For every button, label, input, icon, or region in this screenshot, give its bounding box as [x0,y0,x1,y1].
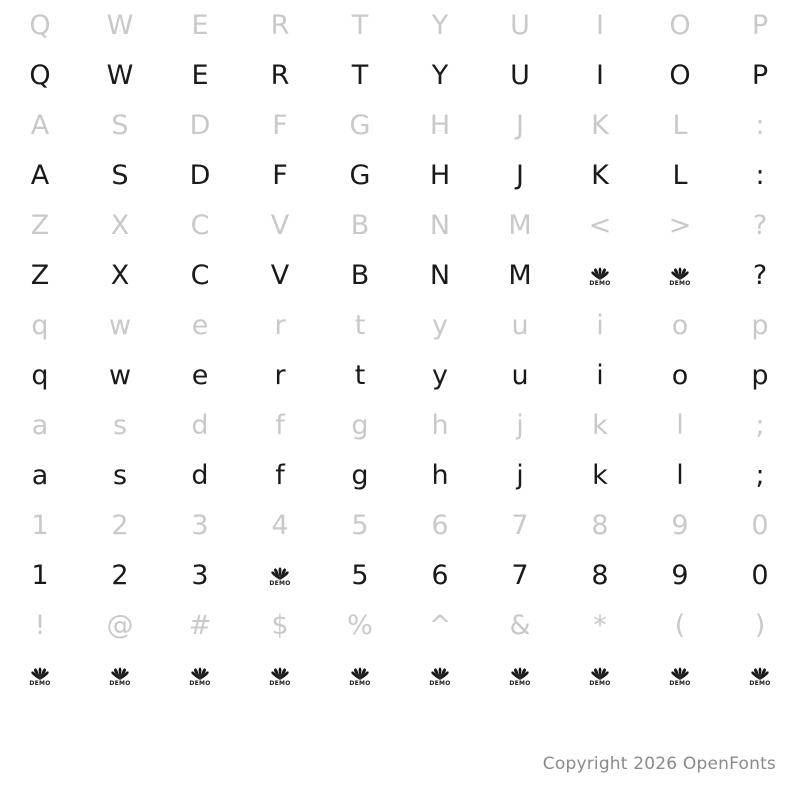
glyph-cell: s [112,459,128,491]
demo-label: DEMO [589,680,611,687]
demo-watermark-glyph [640,650,720,700]
glyph-cell: 1 [31,559,49,591]
glyph-cell: N [429,209,451,241]
glyph-cell: E [191,9,209,41]
glyph-cell: V [270,209,290,241]
glyph-cell: d [191,459,209,491]
glyph-cell: L [672,159,688,191]
glyph-cell: P [751,59,769,91]
glyph-cell: U [510,9,530,41]
glyph-cell: K [591,159,609,191]
demo-leaf-icon [667,663,693,687]
glyph-cell: G [349,159,371,191]
glyph-cell: j [516,409,524,441]
glyph-cell: a [31,409,49,441]
glyph-cell: 8 [591,509,609,541]
glyph-cell: 7 [511,509,529,541]
glyph-cell: ? [752,259,768,291]
demo-watermark-glyph [480,650,560,700]
glyph-cell: W [106,59,134,91]
glyph-cell: s [112,409,128,441]
demo-watermark-glyph [560,250,640,300]
demo-leaf-icon [267,563,293,587]
glyph-cell: E [191,59,209,91]
glyph-cell: w [108,359,132,391]
glyph-cell: A [30,159,50,191]
glyph-cell: g [351,459,369,491]
glyph-cell: 6 [431,559,449,591]
glyph-cell: F [272,109,288,141]
demo-label: DEMO [429,680,451,687]
glyph-cell: F [272,159,288,191]
glyph-cell: O [669,9,691,41]
glyph-cell: 0 [751,509,769,541]
demo-label: DEMO [669,680,691,687]
glyph-cell: < [588,209,612,241]
glyph-cell: 0 [751,559,769,591]
glyph-cell: w [108,309,132,341]
glyph-cell: I [596,59,604,91]
demo-label: DEMO [29,680,51,687]
glyph-cell: X [110,209,130,241]
demo-label: DEMO [109,680,131,687]
glyph-cell: ? [752,209,768,241]
glyph-cell: l [676,409,684,441]
glyph-cell: e [191,309,209,341]
demo-watermark-glyph [640,250,720,300]
copyright-notice: Copyright 2026 OpenFonts [542,754,776,774]
glyph-cell: % [347,609,373,641]
glyph-cell: l [676,459,684,491]
glyph-cell: T [351,9,369,41]
glyph-cell: a [31,459,49,491]
glyph-cell: i [596,359,604,391]
demo-watermark-glyph [80,650,160,700]
glyph-cell: u [511,359,529,391]
demo-watermark-glyph [240,650,320,700]
glyph-cell: u [511,309,529,341]
glyph-cell: C [190,209,210,241]
glyph-cell: o [671,359,689,391]
glyph-cell: 5 [351,509,369,541]
demo-label: DEMO [269,680,291,687]
glyph-cell: V [270,259,290,291]
demo-watermark-glyph [0,650,80,700]
glyph-cell: 9 [671,559,689,591]
glyph-cell: ; [755,409,765,441]
demo-leaf-icon [347,663,373,687]
glyph-cell: Q [29,59,51,91]
glyph-cell: & [509,609,531,641]
glyph-cell: Z [30,259,50,291]
glyph-cell: B [350,259,370,291]
glyph-cell: Y [431,9,449,41]
demo-label: DEMO [749,680,771,687]
glyph-cell: Y [431,59,449,91]
demo-leaf-icon [747,663,773,687]
glyph-cell: U [510,59,530,91]
glyph-cell: t [354,309,366,341]
demo-watermark-glyph [240,550,320,600]
glyph-cell: k [592,409,608,441]
glyph-cell: H [429,159,451,191]
glyph-cell: e [191,359,209,391]
glyph-cell: M [508,259,532,291]
demo-label: DEMO [589,280,611,287]
glyph-cell: 3 [191,509,209,541]
glyph-cell: p [751,359,769,391]
glyph-cell: 3 [191,559,209,591]
glyph-cell: $ [271,609,289,641]
glyph-cell: ) [754,609,766,641]
glyph-cell: f [275,409,285,441]
glyph-cell: S [111,109,129,141]
glyph-cell: Q [29,9,51,41]
demo-leaf-icon [27,663,53,687]
glyph-cell: 2 [111,509,129,541]
glyph-cell: k [592,459,608,491]
glyph-cell: p [751,309,769,341]
glyph-cell: 8 [591,559,609,591]
glyph-cell: 6 [431,509,449,541]
glyph-cell: t [354,359,366,391]
glyph-cell: ! [34,609,46,641]
demo-leaf-icon [667,263,693,287]
glyph-cell: B [350,209,370,241]
glyph-cell: j [516,459,524,491]
glyph-cell: i [596,309,604,341]
glyph-cell: C [190,259,210,291]
glyph-cell: 2 [111,559,129,591]
glyph-cell: ^ [428,609,452,641]
demo-watermark-glyph [320,650,400,700]
demo-label: DEMO [189,680,211,687]
glyph-cell: J [516,159,524,191]
demo-leaf-icon [187,663,213,687]
glyph-cell: 7 [511,559,529,591]
demo-leaf-icon [107,663,133,687]
glyph-cell: M [508,209,532,241]
glyph-cell: g [351,409,369,441]
glyph-cell: P [751,9,769,41]
demo-leaf-icon [427,663,453,687]
glyph-cell: R [270,59,290,91]
glyph-cell: q [31,309,49,341]
demo-label: DEMO [269,580,291,587]
glyph-cell: 5 [351,559,369,591]
glyph-cell: # [188,609,212,641]
glyph-cell: X [110,259,130,291]
glyph-cell: W [106,9,134,41]
glyph-cell: Z [30,209,50,241]
glyph-cell: r [274,309,286,341]
glyph-cell: : [755,159,765,191]
glyph-cell: ; [755,459,765,491]
glyph-cell: H [429,109,451,141]
glyph-cell: N [429,259,451,291]
demo-label: DEMO [349,680,371,687]
glyph-cell: K [591,109,609,141]
glyph-cell: T [351,59,369,91]
glyph-cell: r [274,359,286,391]
demo-label: DEMO [509,680,531,687]
demo-watermark-glyph [400,650,480,700]
glyph-cell: J [516,109,524,141]
demo-watermark-glyph [160,650,240,700]
glyph-cell: h [431,409,449,441]
glyph-cell: D [189,109,211,141]
glyph-cell: h [431,459,449,491]
glyph-cell: S [111,159,129,191]
glyph-cell: G [349,109,371,141]
glyph-cell: 9 [671,509,689,541]
glyph-cell: A [30,109,50,141]
glyph-cell: I [596,9,604,41]
demo-watermark-glyph [720,650,800,700]
glyph-cell: d [191,409,209,441]
glyph-cell: ( [674,609,686,641]
glyph-cell: o [671,309,689,341]
glyph-cell: L [672,109,688,141]
demo-leaf-icon [587,663,613,687]
demo-leaf-icon [267,663,293,687]
glyph-cell: > [668,209,692,241]
glyph-cell: 1 [31,509,49,541]
glyph-cell: @ [106,609,134,641]
glyph-cell: R [270,9,290,41]
glyph-cell: * [593,609,607,641]
glyph-cell: y [432,309,448,341]
glyph-cell: f [275,459,285,491]
glyph-cell: 4 [271,509,289,541]
glyph-cell: y [432,359,448,391]
demo-leaf-icon [587,263,613,287]
glyph-cell: : [755,109,765,141]
glyph-cell: O [669,59,691,91]
glyph-cell: q [31,359,49,391]
demo-watermark-glyph [560,650,640,700]
demo-label: DEMO [669,280,691,287]
glyph-cell: D [189,159,211,191]
demo-leaf-icon [507,663,533,687]
